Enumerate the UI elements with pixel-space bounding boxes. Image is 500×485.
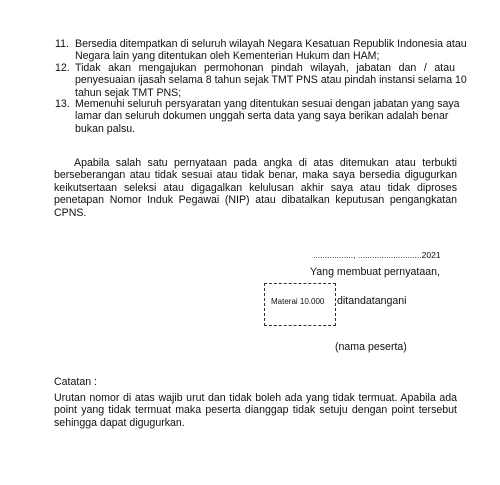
notes-paragraph (54, 392, 457, 429)
stamp-label: Materai 10.000 (271, 297, 325, 306)
signed-label: ditandatangani (337, 295, 407, 307)
requirement-line: penyesuaian ijasah selama 8 tahun sejak TMT PNS atau pindah instansi selama 10 (75, 74, 467, 87)
requirement-line: Negara lain yang ditentukan oleh Kementerian Hukum dan HAM; (75, 50, 380, 63)
notes-line: point yang tidak termuat maka peserta dianggap tidak setuju dengan point tersebut (54, 404, 457, 417)
requirement-line: Memenuhi seluruh persyaratan yang ditentukan sesuai dengan jabatan yang saya (75, 98, 460, 110)
requirement-text (75, 62, 467, 99)
requirement-number: 13. (55, 98, 70, 110)
declarant-label: Yang membuat pernyataan, (310, 266, 440, 278)
notes-line: sehingga dapat digugurkan. (54, 416, 185, 429)
requirement-line: lamar dan seluruh dokumen unggah serta data yang saya berikan adalah benar (75, 110, 449, 123)
requirement-line: Bersedia ditempatkan di seluruh wilayah Negara Kesatuan Republik Indonesia atau (75, 38, 467, 50)
statement-line: berseberangan atau tidak sesuai atau tidak benar, maka saya bersedia digugurkan (54, 169, 457, 182)
statement-line: keikutsertaan seleksi atau digagalkan kelulusan akhir saya atau tidak diproses (54, 181, 457, 194)
notes-heading: Catatan : (54, 376, 97, 388)
statement-line: penetapan Nomor Induk Pegawai (NIP) atau dibatalkan keputusan pengangkatan (54, 194, 457, 207)
statement-paragraph (54, 157, 457, 219)
requirement-line: bukan palsu. (75, 122, 136, 135)
statement-line: CPNS. (54, 206, 87, 219)
requirement-line: tahun sejak TMT PNS; (75, 86, 182, 99)
requirement-text (75, 38, 467, 63)
participant-name: (nama peserta) (335, 341, 407, 353)
requirement-number: 12. (55, 62, 70, 74)
requirement-line: Tidak akan mengajukan permohonan pindah wilayah, jabatan dan / atau (75, 62, 455, 74)
notes-line: Urutan nomor di atas wajib urut dan tidak boleh ada yang tidak termuat. Apabila ada (54, 392, 457, 404)
date-line: ................., ...........................2021 (313, 250, 441, 260)
requirement-text (75, 98, 460, 135)
statement-line: Apabila salah satu pernyataan pada angka di atas ditemukan atau terbukti (74, 157, 457, 169)
requirement-number: 11. (55, 38, 69, 50)
